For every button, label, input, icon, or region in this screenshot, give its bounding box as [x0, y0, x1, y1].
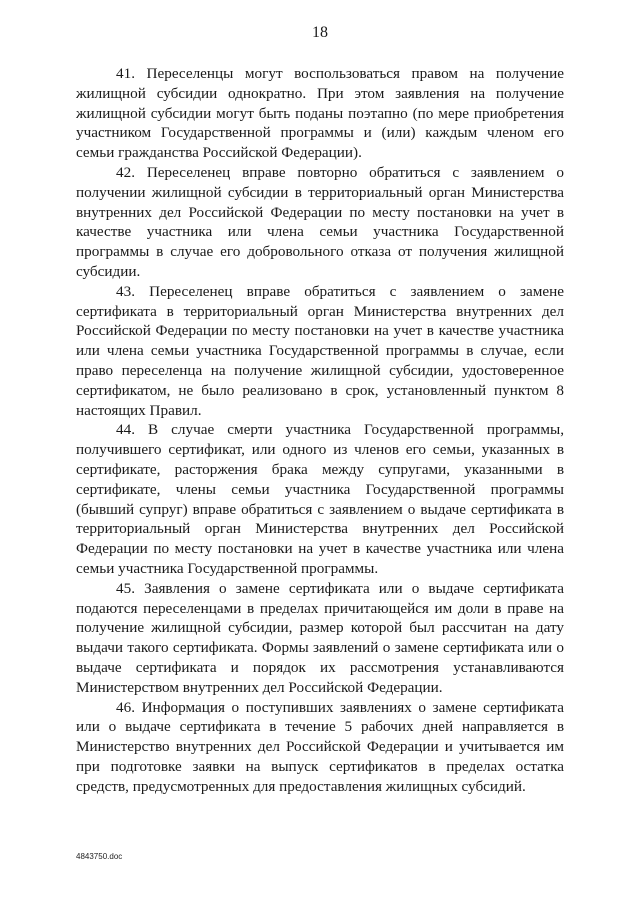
document-code-footer: 4843750.doc — [76, 852, 123, 861]
paragraph-42: 42. Переселенец вправе повторно обратиться с заявлением о получении жилищной субсидии в территориальный орган Министерства внутренних дел Российской Федерации по месту постановки на учет в качестве участника или члена семьи участника Государственной программы в случае его добровольного отказа от получения жилищной субсидии. — [76, 163, 564, 280]
paragraph-45: 45. Заявления о замене сертификата или о выдаче сертификата подаются переселенцами в пределах причитающейся им доли в праве на получение жилищной субсидии, размер которой был рассчитан на дату выдачи такого сертификата. Формы заявлений о замене сертификата или о выдаче сертификата и порядок их рассмотрения устанавливаются Министерством внутренних дел Российской Федерации. — [76, 579, 564, 696]
paragraph-44: 44. В случае смерти участника Государственной программы, получившего сертификат, или одного из членов его семьи, указанных в сертификате, расторжения брака между супругами, указанными в сертификате, члены семьи участника Государственной программы (бывший супруг) вправе обратиться с заявлением о выдаче сертификата в территориальный орган Министерства внутренних дел Российской Федерации по месту постановки на учет в качестве участника или члена семьи участника Государственной программы. — [76, 421, 564, 577]
paragraph-43: 43. Переселенец вправе обратиться с заявлением о замене сертификата в территориальный орган Министерства внутренних дел Российской Федерации по месту постановки на учет в качестве участника или члена семьи участника Государственной программы в случае, если право переселенца на получение жилищной субсидии, удостоверенное сертификатом, не было реализовано в срок, установленный пунктом 8 настоящих Правил. — [76, 282, 564, 419]
page-number: 18 — [312, 24, 328, 41]
paragraph-41: 41. Переселенцы могут воспользоваться правом на получение жилищной субсидии однократно. При этом заявления на получение жилищной субсидии могут быть поданы поэтапно (по мере приобретения участником Государственной программы и (или) каждым членом его семьи гражданства Российской Федерации). — [76, 65, 564, 162]
document-body — [76, 64, 564, 796]
paragraph-46: 46. Информация о поступивших заявлениях о замене сертификата или о выдаче сертификата в течение 5 рабочих дней направляется в Министерство внутренних дел Российской Федерации и учитывается им при подготовке заявки на выпуск сертификатов в пределах остатка средств, предусмотренных для предоставления жилищных субсидий. — [76, 698, 564, 795]
